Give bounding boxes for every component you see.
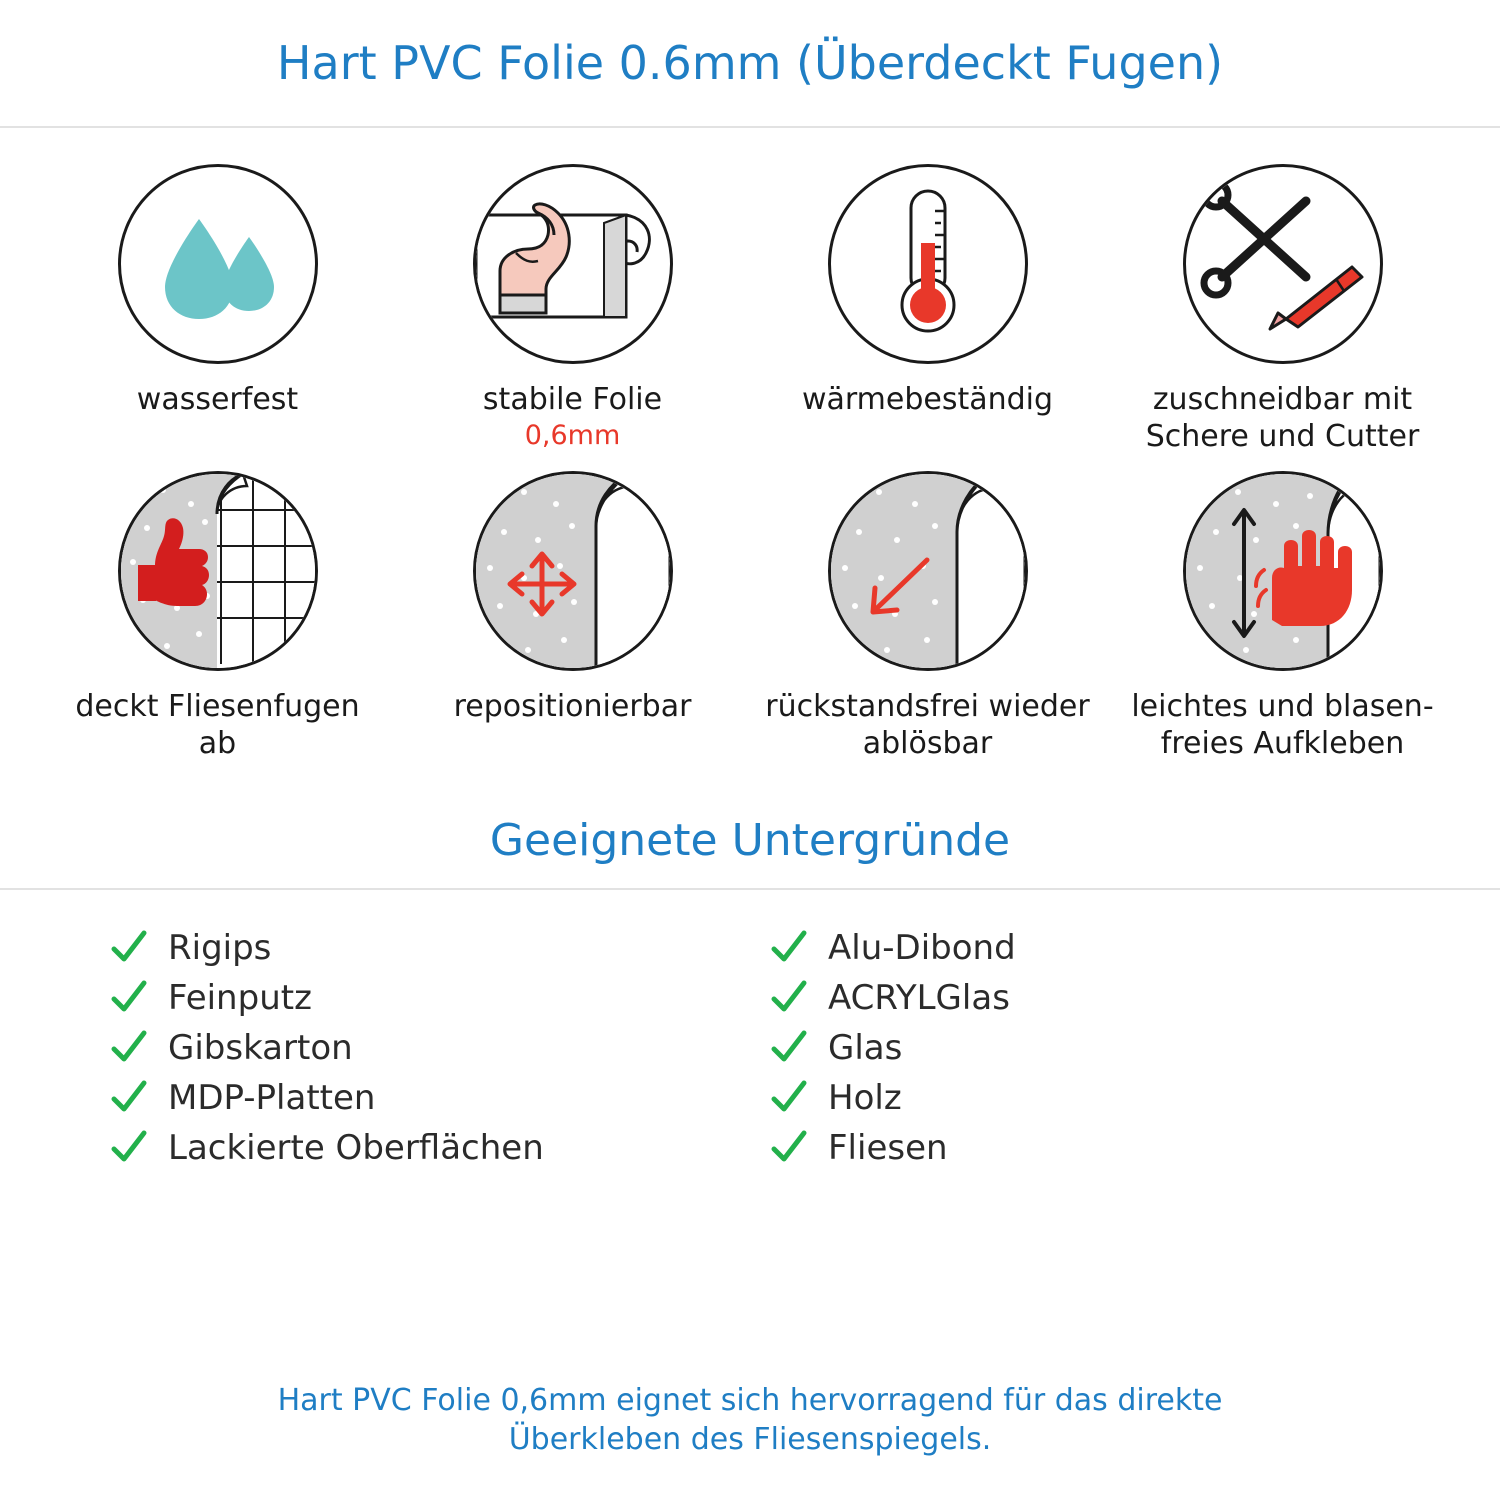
list-item-label: Feinputz — [168, 978, 312, 1019]
feature-aufkleben — [1105, 471, 1460, 762]
list-item-label: Alu-Dibond — [828, 928, 1016, 969]
feature-label: repositionierbar — [453, 689, 692, 725]
substrates-section-header — [0, 792, 1500, 890]
substrates-list — [0, 890, 1500, 1168]
feature-label: zuschneidbar mit Schere und Cutter — [1145, 382, 1420, 454]
check-icon — [770, 1129, 808, 1167]
check-icon — [770, 979, 808, 1017]
footer-note — [0, 1381, 1500, 1460]
list-item — [770, 1028, 1390, 1068]
footer-line-1: Hart PVC Folie 0,6mm eignet sich hervorragend für das direkte — [277, 1382, 1223, 1418]
feature-fliesenfugen — [40, 471, 395, 762]
peel-off-arrow-icon — [828, 471, 1028, 671]
feature-zuschneidbar — [1105, 164, 1460, 455]
feature-rueckstandsfrei — [750, 471, 1105, 762]
feature-grid — [0, 128, 1500, 762]
check-icon — [110, 1029, 148, 1067]
substrates-column-left — [110, 928, 730, 1168]
list-item — [110, 1028, 730, 1068]
check-icon — [110, 929, 148, 967]
list-item-label: Holz — [828, 1078, 902, 1119]
list-item-label: Glas — [828, 1028, 903, 1069]
reposition-arrows-icon — [473, 471, 673, 671]
check-icon — [770, 929, 808, 967]
feature-waermebestaendig — [750, 164, 1105, 455]
thumbs-up-tiles-icon — [118, 471, 318, 671]
list-item-label: Rigips — [168, 928, 272, 969]
page-title: Hart PVC Folie 0.6mm (Überdeckt Fugen) — [276, 36, 1224, 90]
feature-label: deckt Fliesenfugen ab — [75, 689, 360, 761]
list-item-label: Fliesen — [828, 1128, 948, 1169]
check-icon — [110, 1129, 148, 1167]
list-item — [770, 928, 1390, 968]
flexed-arm-film-icon — [473, 164, 673, 364]
list-item-label: Gibskarton — [168, 1028, 353, 1069]
list-item-label: MDP-Platten — [168, 1078, 376, 1119]
feature-sublabel: 0,6mm — [524, 419, 621, 451]
check-icon — [770, 1079, 808, 1117]
feature-label: stabile Folie — [482, 382, 663, 417]
feature-repositionierbar — [395, 471, 750, 762]
thermometer-icon — [828, 164, 1028, 364]
feature-label: leichtes und blasen-freies Aufkleben — [1131, 689, 1434, 761]
list-item — [110, 1078, 730, 1118]
footer-line-2: Überkleben des Fliesenspiegels. — [508, 1422, 992, 1458]
list-item — [110, 928, 730, 968]
feature-label: wasserfest — [136, 382, 299, 417]
list-item-label: Lackierte Oberflächen — [168, 1128, 544, 1169]
list-item — [110, 1128, 730, 1168]
list-item — [770, 1078, 1390, 1118]
list-item-label: ACRYLGlas — [828, 978, 1010, 1019]
header — [0, 0, 1500, 128]
feature-wasserfest — [40, 164, 395, 455]
check-icon — [110, 1079, 148, 1117]
scissors-cutter-icon — [1183, 164, 1383, 364]
feature-label: wärmebeständig — [801, 382, 1054, 417]
feature-stabile-folie — [395, 164, 750, 455]
list-item — [770, 1128, 1390, 1168]
list-item — [110, 978, 730, 1018]
check-icon — [770, 1029, 808, 1067]
feature-label: rückstandsfrei wieder ablösbar — [765, 689, 1090, 761]
section-title: Geeignete Untergründe — [489, 814, 1011, 866]
substrates-column-right — [770, 928, 1390, 1168]
list-item — [770, 978, 1390, 1018]
check-icon — [110, 979, 148, 1017]
hand-smoothing-icon — [1183, 471, 1383, 671]
water-drops-icon — [118, 164, 318, 364]
